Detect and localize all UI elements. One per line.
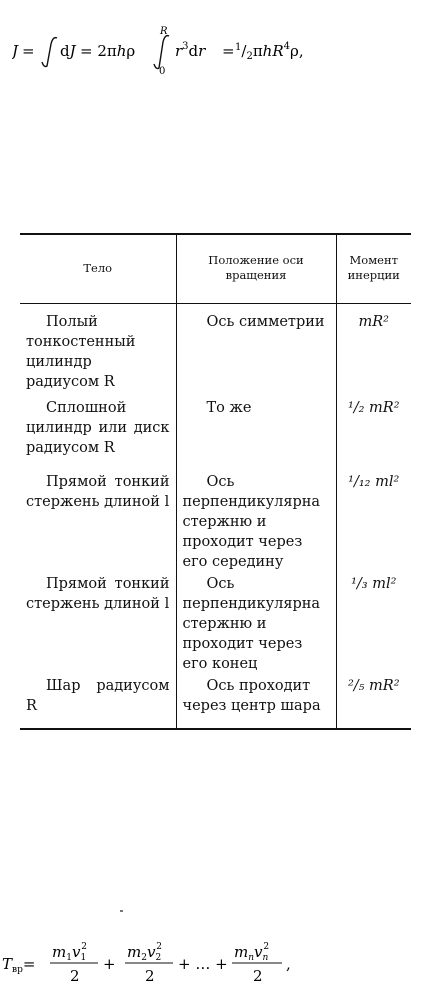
header-moment: Момент инерции	[336, 234, 411, 304]
svg-text:=: =	[22, 42, 35, 60]
svg-text:r3dr: $r^3dr$	[175, 41, 206, 60]
scan-speck	[120, 910, 123, 912]
svg-text:+ … +: + … +	[178, 955, 228, 973]
cell-moment: ¹/₁₂ ml²	[348, 474, 400, 490]
header-body: Тело	[20, 234, 176, 304]
svg-text:=: =	[222, 42, 235, 60]
svg-text:m2v22: $m_2v_22$	[127, 942, 162, 963]
svg-text:Tвр=: $T_{вр}=$	[2, 955, 36, 975]
cell-moment: mR²	[358, 314, 389, 330]
svg-text:= 2πhρ: = 2πhρ	[80, 42, 136, 60]
table-row	[20, 304, 411, 393]
svg-text:2: 2	[70, 967, 80, 985]
moment-of-inertia-cylinder-formula	[12, 14, 412, 76]
table-row	[20, 572, 411, 674]
svg-text:m1v12: $m_1v_12$	[52, 942, 87, 963]
cell-axis: Ось перпендикулярна стержню и проходит через его середину	[176, 468, 336, 572]
cell-axis: Ось проходит через центр шара	[176, 674, 336, 729]
lower-limit: 0	[159, 66, 166, 76]
svg-text:1/2πhR4ρ,: $^1/_2\pi hR^4\rho$,	[235, 41, 304, 62]
table-row	[20, 392, 411, 468]
cell-moment: ¹/₃ ml²	[351, 576, 397, 592]
cell-axis: То же	[176, 392, 336, 468]
cell-moment: ²/₅ mR²	[336, 674, 411, 729]
svg-text:,: ,	[286, 955, 291, 973]
cell-body: Шар радиусом R	[20, 674, 176, 729]
svg-text:dJ: dJ	[60, 42, 76, 60]
cell-moment: ¹/₂ mR²	[347, 400, 400, 416]
definite-integral-sign	[154, 36, 169, 69]
table-row	[20, 674, 411, 729]
cell-body: Сплошной цилиндр или диск радиусом R	[20, 392, 176, 468]
cell-body: Полый тонкостенный цилиндр радиусом R	[20, 304, 176, 393]
moments-of-inertia-table	[20, 233, 411, 714]
cell-axis: Ось симметрии	[176, 304, 336, 393]
formula-J: J	[12, 42, 19, 60]
rotational-kinetic-energy-formula	[0, 925, 421, 995]
svg-text:2: 2	[145, 967, 155, 985]
table-row	[20, 468, 411, 572]
upper-limit: R	[160, 26, 168, 37]
cell-body: Прямой тонкий стержень длиной l	[20, 468, 176, 572]
header-axis: Положение оси вращения	[176, 234, 336, 304]
integral-sign	[42, 38, 57, 67]
svg-text:+: +	[103, 955, 116, 973]
cell-axis: Ось перпендикулярна стержню и проходит через его конец	[176, 572, 336, 674]
table-header-row	[20, 234, 411, 304]
cell-body: Прямой тонкий стержень длиной l	[20, 572, 176, 674]
svg-text:2: 2	[253, 967, 263, 985]
svg-text:mnvn2: $m_nv_n2$	[234, 942, 270, 963]
